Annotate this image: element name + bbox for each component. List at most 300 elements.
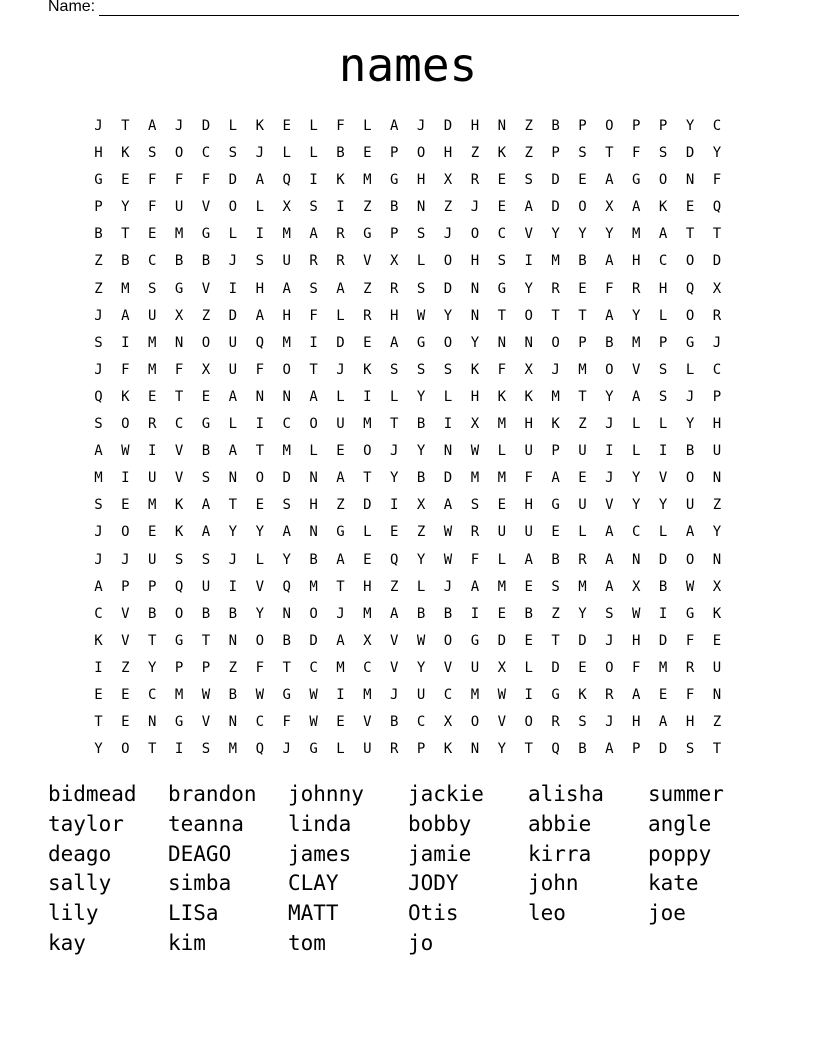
- grid-letter: F: [470, 551, 480, 568]
- grid-letter: A: [390, 334, 399, 351]
- grid-letter: B: [658, 578, 668, 595]
- grid-letter: L: [497, 443, 507, 460]
- grid-letter: F: [685, 632, 695, 649]
- grid-letter: N: [443, 443, 453, 460]
- grid-letter: I: [363, 388, 372, 405]
- grid-letter: F: [336, 118, 345, 134]
- grid-letter: Q: [282, 172, 291, 189]
- grid-letter: A: [390, 605, 399, 622]
- grid-letter: U: [228, 361, 238, 378]
- grid-letter: G: [201, 226, 211, 243]
- grid-letter: K: [363, 361, 372, 378]
- grid-letter: W: [255, 686, 264, 703]
- grid-letter: E: [658, 686, 668, 703]
- grid-letter: W: [497, 686, 507, 703]
- grid-letter: Q: [390, 551, 399, 568]
- grid-letter: X: [524, 361, 533, 378]
- grid-letter: S: [148, 280, 157, 297]
- grid-letter: D: [309, 632, 318, 649]
- grid-letter: S: [174, 551, 184, 568]
- grid-letter: B: [309, 551, 318, 568]
- grid-letter: A: [94, 578, 103, 595]
- word-list-item: kay: [48, 930, 86, 955]
- grid-letter: M: [470, 470, 480, 487]
- grid-letter: R: [551, 714, 560, 731]
- grid-letter: S: [578, 714, 587, 731]
- grid-letter: V: [174, 443, 184, 460]
- grid-letter: K: [174, 524, 184, 541]
- grid-letter: J: [228, 253, 238, 270]
- grid-letter: Z: [390, 578, 399, 595]
- grid-letter: W: [201, 686, 211, 703]
- grid-letter: E: [282, 118, 291, 134]
- grid-letter: R: [390, 280, 399, 297]
- grid-letter: U: [524, 524, 533, 541]
- grid-letter: D: [497, 632, 507, 649]
- grid-letter: H: [416, 172, 426, 189]
- grid-letter: L: [658, 307, 668, 324]
- grid-letter: M: [309, 578, 318, 595]
- grid-letter: Q: [282, 578, 291, 595]
- grid-letter: X: [497, 659, 507, 676]
- grid-letter: P: [148, 578, 157, 595]
- grid-letter: B: [685, 443, 695, 460]
- grid-letter: W: [121, 443, 130, 460]
- grid-letter: B: [578, 741, 587, 758]
- grid-letter: F: [309, 307, 318, 324]
- grid-letter: I: [228, 280, 238, 297]
- word-list-item: MATT: [288, 901, 339, 926]
- grid-letter: E: [148, 524, 157, 541]
- grid-letter: C: [255, 714, 264, 731]
- grid-letter: O: [174, 605, 184, 622]
- grid-letter: X: [443, 172, 453, 189]
- grid-letter: B: [551, 118, 560, 134]
- grid-letter: X: [390, 253, 399, 270]
- grid-letter: J: [228, 551, 238, 568]
- grid-letter: H: [443, 145, 453, 162]
- grid-letter: T: [524, 741, 533, 758]
- grid-letter: V: [121, 605, 130, 622]
- grid-letter: Y: [712, 524, 722, 541]
- grid-letter: K: [174, 497, 184, 514]
- grid-letter: T: [497, 307, 507, 324]
- grid-letter: N: [309, 470, 318, 487]
- grid-letter: Z: [363, 199, 372, 216]
- grid-letter: A: [228, 443, 238, 460]
- grid-letter: I: [121, 470, 130, 487]
- grid-letter: O: [685, 253, 695, 270]
- grid-letter: G: [390, 172, 399, 189]
- grid-letter: Q: [685, 280, 695, 297]
- grid-letter: Q: [255, 334, 264, 351]
- grid-letter: S: [201, 741, 211, 758]
- grid-letter: A: [255, 172, 264, 189]
- grid-letter: Z: [524, 118, 533, 134]
- grid-letter: P: [390, 226, 399, 243]
- grid-letter: U: [174, 199, 184, 216]
- grid-letter: C: [363, 659, 372, 676]
- grid-letter: E: [201, 388, 211, 405]
- grid-letter: F: [524, 470, 533, 487]
- word-list-item: poppy: [648, 841, 712, 866]
- grid-letter: P: [390, 145, 399, 162]
- grid-letter: H: [632, 632, 641, 649]
- grid-letter: J: [605, 714, 614, 731]
- word-list-item: jamie: [408, 841, 472, 866]
- grid-letter: K: [712, 605, 722, 622]
- grid-letter: Z: [94, 280, 103, 297]
- grid-letter: A: [443, 497, 453, 514]
- grid-letter: E: [363, 551, 372, 568]
- grid-letter: D: [336, 334, 345, 351]
- grid-letter: A: [390, 118, 399, 134]
- grid-letter: A: [605, 307, 614, 324]
- grid-letter: A: [94, 443, 103, 460]
- grid-letter: I: [658, 605, 668, 622]
- grid-letter: E: [551, 524, 560, 541]
- grid-letter: A: [201, 497, 211, 514]
- grid-letter: E: [578, 280, 587, 297]
- grid-letter: O: [470, 714, 480, 731]
- grid-letter: L: [228, 226, 238, 243]
- grid-letter: Y: [416, 443, 426, 460]
- grid-letter: O: [443, 253, 453, 270]
- grid-letter: Y: [605, 388, 614, 405]
- grid-letter: W: [632, 605, 641, 622]
- grid-letter: S: [497, 253, 507, 270]
- grid-letter: Y: [632, 470, 641, 487]
- grid-letter: A: [524, 199, 533, 216]
- grid-letter: I: [228, 578, 238, 595]
- word-list: [48, 780, 768, 959]
- grid-letter: W: [443, 551, 453, 568]
- grid-letter: R: [336, 253, 345, 270]
- grid-letter: Q: [551, 741, 560, 758]
- grid-letter: H: [524, 416, 533, 433]
- grid-letter: N: [712, 470, 722, 487]
- grid-letter: L: [443, 388, 453, 405]
- grid-letter: X: [282, 199, 291, 216]
- grid-letter: Z: [470, 145, 480, 162]
- word-list-item: summer: [648, 782, 724, 806]
- grid-letter: I: [148, 443, 157, 460]
- grid-letter: K: [255, 118, 264, 134]
- grid-letter: J: [174, 118, 184, 134]
- grid-letter: S: [658, 361, 668, 378]
- grid-letter: B: [524, 605, 533, 622]
- grid-letter: V: [497, 714, 507, 731]
- grid-letter: I: [336, 686, 345, 703]
- grid-letter: O: [363, 443, 372, 460]
- grid-letter: S: [551, 578, 560, 595]
- grid-letter: E: [121, 497, 130, 514]
- grid-letter: H: [390, 307, 399, 324]
- grid-letter: H: [282, 307, 291, 324]
- grid-letter: M: [658, 659, 668, 676]
- grid-letter: E: [121, 172, 130, 189]
- grid-letter: W: [443, 524, 453, 541]
- grid-letter: C: [712, 118, 722, 134]
- grid-letter: E: [578, 470, 587, 487]
- grid-letter: X: [174, 307, 184, 324]
- grid-letter: G: [94, 172, 103, 189]
- grid-letter: Z: [551, 605, 560, 622]
- grid-letter: Y: [524, 280, 533, 297]
- grid-letter: A: [632, 388, 641, 405]
- grid-letter: G: [470, 632, 480, 649]
- grid-letter: G: [632, 172, 641, 189]
- grid-letter: T: [309, 361, 318, 378]
- grid-letter: A: [282, 280, 291, 297]
- grid-letter: Y: [390, 470, 399, 487]
- grid-letter: L: [309, 118, 318, 134]
- grid-letter: I: [524, 686, 533, 703]
- grid-letter: G: [282, 686, 291, 703]
- grid-letter: K: [121, 145, 130, 162]
- grid-letter: T: [336, 578, 345, 595]
- grid-letter: Z: [443, 199, 453, 216]
- grid-letter: M: [551, 388, 560, 405]
- grid-letter: G: [685, 605, 695, 622]
- grid-letter: V: [605, 497, 614, 514]
- word-list-item: bidmead: [48, 782, 137, 806]
- grid-letter: Y: [416, 388, 426, 405]
- grid-letter: S: [605, 605, 614, 622]
- grid-letter: X: [363, 632, 372, 649]
- grid-letter: U: [148, 307, 157, 324]
- grid-letter: N: [282, 605, 291, 622]
- name-label: Name:: [48, 0, 96, 15]
- grid-letter: O: [121, 524, 130, 541]
- grid-letter: T: [148, 632, 157, 649]
- grid-letter: H: [685, 714, 695, 731]
- grid-letter: I: [336, 199, 345, 216]
- grid-letter: P: [201, 659, 211, 676]
- grid-letter: E: [255, 497, 264, 514]
- grid-letter: C: [416, 714, 426, 731]
- grid-letter: P: [551, 145, 560, 162]
- word-list-item: johnny: [288, 782, 364, 806]
- grid-letter: S: [578, 145, 587, 162]
- grid-letter: Y: [470, 334, 480, 351]
- grid-letter: D: [551, 659, 560, 676]
- grid-letter: M: [174, 686, 184, 703]
- grid-letter: B: [390, 714, 399, 731]
- word-list-item: CLAY: [288, 871, 339, 896]
- grid-letter: J: [336, 361, 345, 378]
- grid-letter: D: [658, 632, 668, 649]
- grid-letter: S: [416, 361, 426, 378]
- grid-letter: P: [632, 118, 641, 134]
- grid-letter: K: [497, 145, 507, 162]
- grid-letter: O: [282, 361, 291, 378]
- grid-letter: H: [255, 280, 264, 297]
- grid-letter: S: [524, 172, 533, 189]
- word-list-item: teanna: [168, 811, 244, 836]
- grid-letter: F: [255, 659, 264, 676]
- grid-letter: T: [121, 118, 130, 134]
- grid-letter: V: [390, 659, 399, 676]
- word-list-item: LISa: [168, 901, 219, 926]
- grid-letter: E: [578, 659, 587, 676]
- grid-letter: O: [685, 551, 695, 568]
- grid-letter: S: [201, 551, 211, 568]
- grid-letter: X: [632, 578, 641, 595]
- grid-letter: D: [578, 632, 587, 649]
- grid-letter: R: [712, 307, 722, 324]
- grid-letter: X: [605, 199, 614, 216]
- grid-letter: X: [470, 416, 480, 433]
- grid-letter: F: [201, 172, 211, 189]
- grid-letter: G: [363, 226, 372, 243]
- grid-letter: I: [605, 443, 614, 460]
- grid-letter: O: [309, 416, 318, 433]
- grid-letter: H: [632, 253, 641, 270]
- grid-letter: X: [416, 497, 426, 514]
- grid-letter: I: [309, 172, 318, 189]
- word-list-item: jo: [408, 930, 434, 955]
- grid-letter: N: [228, 714, 238, 731]
- grid-letter: J: [94, 551, 103, 568]
- grid-letter: E: [578, 172, 587, 189]
- grid-letter: D: [712, 253, 722, 270]
- grid-letter: F: [282, 714, 291, 731]
- word-list-item: kirra: [528, 841, 592, 866]
- grid-letter: D: [363, 497, 372, 514]
- grid-letter: E: [497, 497, 507, 514]
- word-list-item: abbie: [528, 811, 592, 836]
- grid-letter: R: [390, 741, 399, 758]
- grid-letter: S: [470, 497, 480, 514]
- grid-letter: R: [363, 307, 372, 324]
- grid-letter: M: [121, 280, 130, 297]
- word-list-item: kim: [168, 930, 206, 955]
- grid-letter: M: [578, 578, 587, 595]
- grid-letter: T: [551, 632, 560, 649]
- grid-letter: B: [228, 605, 238, 622]
- grid-letter: G: [551, 497, 560, 514]
- grid-letter: N: [255, 388, 264, 405]
- grid-letter: J: [605, 470, 614, 487]
- grid-letter: E: [363, 334, 372, 351]
- grid-letter: D: [551, 199, 560, 216]
- grid-letter: M: [470, 686, 480, 703]
- grid-letter: K: [524, 388, 533, 405]
- grid-letter: S: [228, 145, 238, 162]
- grid-letter: T: [551, 307, 560, 324]
- grid-letter: M: [282, 226, 291, 243]
- grid-letter: N: [228, 632, 238, 649]
- grid-letter: A: [685, 524, 695, 541]
- grid-letter: X: [712, 280, 722, 297]
- grid-letter: P: [578, 334, 587, 351]
- grid-letter: N: [685, 172, 695, 189]
- grid-letter: M: [94, 470, 103, 487]
- grid-letter: T: [363, 470, 372, 487]
- grid-letter: T: [228, 497, 238, 514]
- word-list-item: sally: [48, 871, 112, 896]
- grid-letter: V: [121, 632, 130, 649]
- grid-letter: C: [94, 605, 103, 622]
- grid-letter: E: [685, 199, 695, 216]
- grid-letter: F: [712, 172, 722, 189]
- grid-letter: Y: [685, 416, 695, 433]
- grid-letter: L: [416, 253, 426, 270]
- grid-letter: L: [255, 199, 264, 216]
- grid-letter: C: [712, 361, 722, 378]
- grid-letter: X: [712, 578, 722, 595]
- grid-letter: E: [390, 524, 399, 541]
- grid-letter: L: [632, 416, 641, 433]
- grid-letter: M: [551, 253, 560, 270]
- grid-letter: D: [685, 145, 695, 162]
- word-list-item: brandon: [168, 782, 257, 806]
- word-list-item: linda: [288, 811, 352, 836]
- grid-letter: B: [443, 605, 453, 622]
- grid-letter: O: [201, 334, 211, 351]
- grid-letter: B: [121, 253, 130, 270]
- grid-letter: D: [282, 470, 291, 487]
- grid-letter: L: [309, 145, 318, 162]
- grid-letter: S: [390, 361, 399, 378]
- grid-letter: J: [685, 388, 695, 405]
- grid-letter: O: [524, 714, 533, 731]
- grid-letter: M: [632, 226, 641, 243]
- grid-letter: V: [201, 280, 211, 297]
- grid-letter: T: [121, 226, 130, 243]
- grid-letter: H: [470, 118, 480, 134]
- grid-letter: R: [470, 172, 480, 189]
- grid-letter: S: [94, 497, 103, 514]
- grid-letter: T: [605, 145, 614, 162]
- grid-letter: E: [121, 686, 130, 703]
- grid-letter: A: [605, 741, 614, 758]
- grid-letter: H: [658, 280, 668, 297]
- puzzle-title: names: [338, 38, 478, 92]
- grid-letter: Y: [148, 659, 157, 676]
- grid-letter: T: [94, 714, 103, 731]
- grid-letter: L: [632, 443, 641, 460]
- grid-letter: G: [174, 632, 184, 649]
- grid-letter: L: [336, 741, 345, 758]
- grid-letter: N: [309, 524, 318, 541]
- grid-letter: B: [551, 551, 560, 568]
- grid-letter: H: [309, 497, 318, 514]
- name-blank-line: [99, 1, 739, 16]
- grid-letter: W: [416, 307, 426, 324]
- grid-letter: J: [443, 226, 453, 243]
- grid-letter: F: [632, 659, 641, 676]
- grid-letter: A: [201, 524, 211, 541]
- grid-letter: G: [309, 741, 318, 758]
- grid-letter: C: [282, 416, 291, 433]
- grid-letter: J: [605, 632, 614, 649]
- grid-letter: E: [524, 578, 533, 595]
- grid-letter: G: [685, 334, 695, 351]
- grid-letter: A: [336, 551, 345, 568]
- word-list-item: simba: [168, 871, 232, 896]
- grid-letter: L: [497, 551, 507, 568]
- grid-letter: A: [551, 470, 560, 487]
- grid-letter: L: [336, 307, 345, 324]
- grid-letter: O: [605, 659, 614, 676]
- grid-letter: D: [658, 551, 668, 568]
- grid-letter: O: [605, 361, 614, 378]
- grid-letter: W: [470, 443, 480, 460]
- grid-letter: U: [148, 470, 157, 487]
- grid-letter: U: [578, 443, 587, 460]
